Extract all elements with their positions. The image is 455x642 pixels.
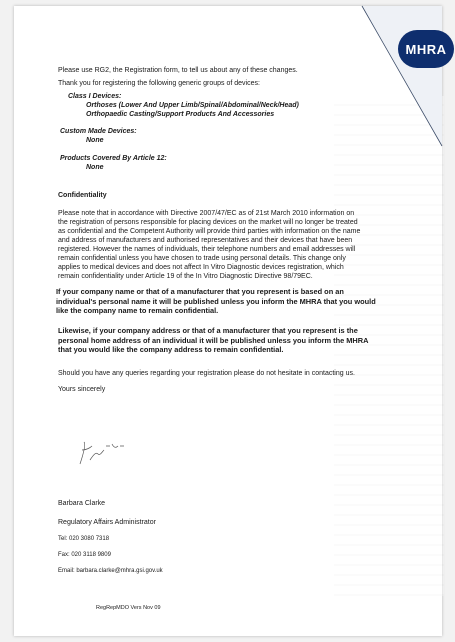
intro-line-1: Please use RG2, the Registration form, to tell us about any of these changes. bbox=[58, 67, 298, 74]
company-address-notice bbox=[58, 326, 368, 355]
folded-corner bbox=[322, 6, 442, 146]
confidentiality-line: the registration of persons responsible for placing devices on the market will no longer be treated bbox=[58, 219, 358, 226]
letter-page bbox=[14, 6, 447, 636]
company-name-notice bbox=[56, 287, 376, 316]
class1-item-2: Orthopaedic Casting/Support Products And Accessories bbox=[86, 111, 275, 118]
class1-item-1: Orthoses (Lower And Upper Limb/Spinal/Abdominal/Neck/Head) bbox=[86, 102, 299, 109]
article12-heading: Products Covered By Article 12: bbox=[60, 155, 167, 162]
custom-devices-value: None bbox=[86, 137, 104, 144]
class1-heading: Class I Devices: bbox=[68, 93, 122, 100]
confidentiality-heading: Confidentiality bbox=[58, 192, 107, 199]
article12-value: None bbox=[86, 164, 104, 171]
contact-fax: Fax: 020 3118 9809 bbox=[58, 552, 111, 558]
confidentiality-line: and address of manufacturers and authorised representatives and their devices that have been bbox=[58, 237, 353, 244]
confidentiality-line: remain confidentiality under Article 19 of the In Vitro Diagnostic Directive 98/79EC. bbox=[58, 273, 313, 280]
signatory-name: Barbara Clarke bbox=[58, 500, 106, 507]
confidentiality-line: registered. However the names of individuals, their telephone numbers and email addresses will bbox=[58, 246, 356, 253]
signatory-title: Regulatory Affairs Administrator bbox=[58, 519, 156, 526]
notice-line: Likewise, if your company address or that of a manufacturer that you represent is the bbox=[58, 326, 358, 335]
confidentiality-line: Please note that in accordance with Directive 2007/47/EC as of 21st March 2010 information on bbox=[58, 210, 355, 217]
queries-text: Should you have any queries regarding your registration please do not hesitate in contacting us. bbox=[58, 370, 355, 377]
notice-line: personal home address of an individual it will be published unless you inform the MHRA bbox=[58, 335, 369, 345]
confidentiality-line: applies to medical devices and does not affect In Vitro Diagnostic devices registration, which bbox=[58, 264, 344, 271]
confidentiality-line: remain confidential unless you have chosen to trade using personal details. This change only bbox=[58, 255, 346, 262]
contact-email: Email: barbara.clarke@mhra.gsi.gov.uk bbox=[58, 568, 163, 574]
confidentiality-paragraph bbox=[58, 209, 360, 281]
handwritten-signature bbox=[74, 438, 134, 468]
notice-line: like the company name to remain confidential. bbox=[56, 306, 219, 315]
mhra-logo: MHRA bbox=[398, 30, 454, 68]
notice-line: that you would like the company address to remain confidential. bbox=[58, 345, 284, 354]
footer-reference: RegRepMDO Vers Nov 09 bbox=[96, 605, 161, 611]
notice-line: individual's personal name it will be published unless you inform the MHRA that you would bbox=[56, 296, 376, 306]
notice-line: If your company name or that of a manufacturer that you represent is based on an bbox=[56, 287, 344, 296]
confidentiality-line: as confidential and the Competent Authority will provide third parties with information on the name bbox=[58, 228, 361, 235]
contact-tel: Tel: 020 3080 7318 bbox=[58, 536, 110, 542]
signoff-text: Yours sincerely bbox=[58, 386, 106, 393]
intro-line-2: Thank you for registering the following generic groups of devices: bbox=[58, 80, 260, 87]
custom-devices-heading: Custom Made Devices: bbox=[60, 128, 137, 135]
